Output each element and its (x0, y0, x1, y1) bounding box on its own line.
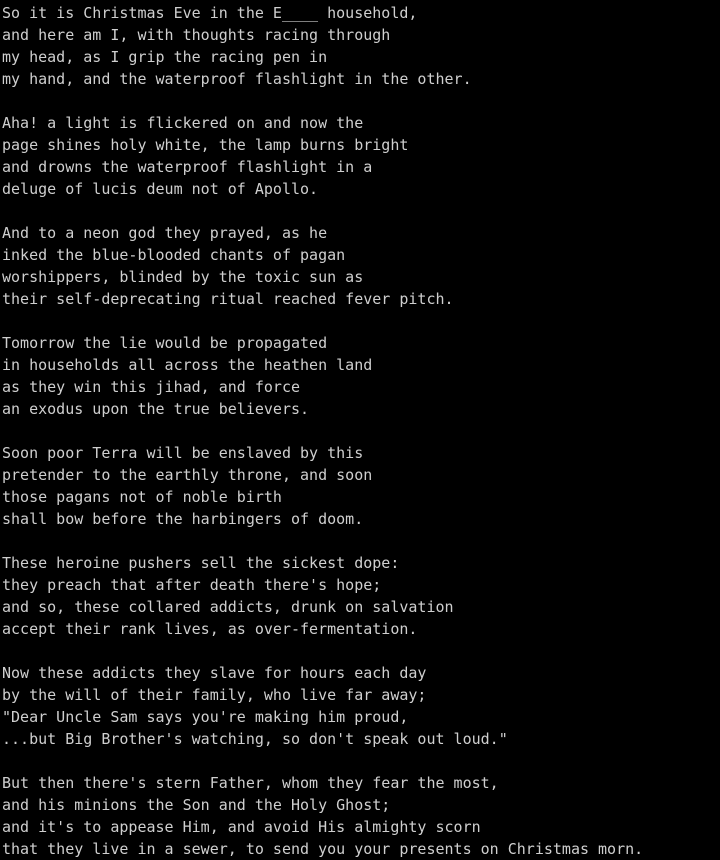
poem-stanza (2, 222, 720, 310)
poem-line: and here am I, with thoughts racing through (2, 26, 391, 44)
poem-line: an exodus upon the true believers. (2, 400, 310, 418)
poem-line: that they live in a sewer, to send you your presents on Christmas morn. (2, 840, 644, 858)
poem-stanza (2, 772, 720, 860)
poem-stanza (2, 442, 720, 530)
poem-line: their self-deprecating ritual reached fever pitch. (2, 290, 454, 308)
poem-stanza (2, 552, 720, 640)
poem-line: But then there's stern Father, whom they fear the most, (2, 774, 499, 792)
poem-line: pretender to the earthly throne, and soon (2, 466, 373, 484)
poem-stanza (2, 112, 720, 200)
poem-line: accept their rank lives, as over-fermentation. (2, 620, 418, 638)
poem-line: my hand, and the waterproof flashlight in the other. (2, 70, 472, 88)
poem-line: and it's to appease Him, and avoid His almighty scorn (2, 818, 481, 836)
poem-line: those pagans not of noble birth (2, 488, 282, 506)
poem-line: inked the blue-blooded chants of pagan (2, 246, 346, 264)
poem-line: and drowns the waterproof flashlight in a (2, 158, 373, 176)
poem-line: my head, as I grip the racing pen in (2, 48, 328, 66)
poem-line: deluge of lucis deum not of Apollo. (2, 180, 319, 198)
poem-line: as they win this jihad, and force (2, 378, 301, 396)
poem-line: These heroine pushers sell the sickest dope: (2, 554, 400, 572)
poem-stanza (2, 662, 720, 750)
poem-line: And to a neon god they prayed, as he (2, 224, 328, 242)
poem-line: ...but Big Brother's watching, so don't speak out loud." (2, 730, 508, 748)
poem-line: page shines holy white, the lamp burns bright (2, 136, 409, 154)
poem-line: shall bow before the harbingers of doom. (2, 510, 364, 528)
poem-line: by the will of their family, who live far away; (2, 686, 427, 704)
poem-stanza (2, 332, 720, 420)
poem-line: they preach that after death there's hope; (2, 576, 382, 594)
poem-line: worshippers, blinded by the toxic sun as (2, 268, 364, 286)
poem-line: Soon poor Terra will be enslaved by this (2, 444, 364, 462)
poem-line: in households all across the heathen land (2, 356, 373, 374)
poem-stanza (2, 2, 720, 90)
poem-line: and so, these collared addicts, drunk on salvation (2, 598, 454, 616)
poem-line: So it is Christmas Eve in the E____ household, (2, 4, 418, 22)
poem-line: "Dear Uncle Sam says you're making him proud, (2, 708, 409, 726)
poem-line: Tomorrow the lie would be propagated (2, 334, 328, 352)
poem-line: Aha! a light is flickered on and now the (2, 114, 364, 132)
poem-line: Now these addicts they slave for hours each day (2, 664, 427, 682)
poem-line: and his minions the Son and the Holy Ghost; (2, 796, 391, 814)
